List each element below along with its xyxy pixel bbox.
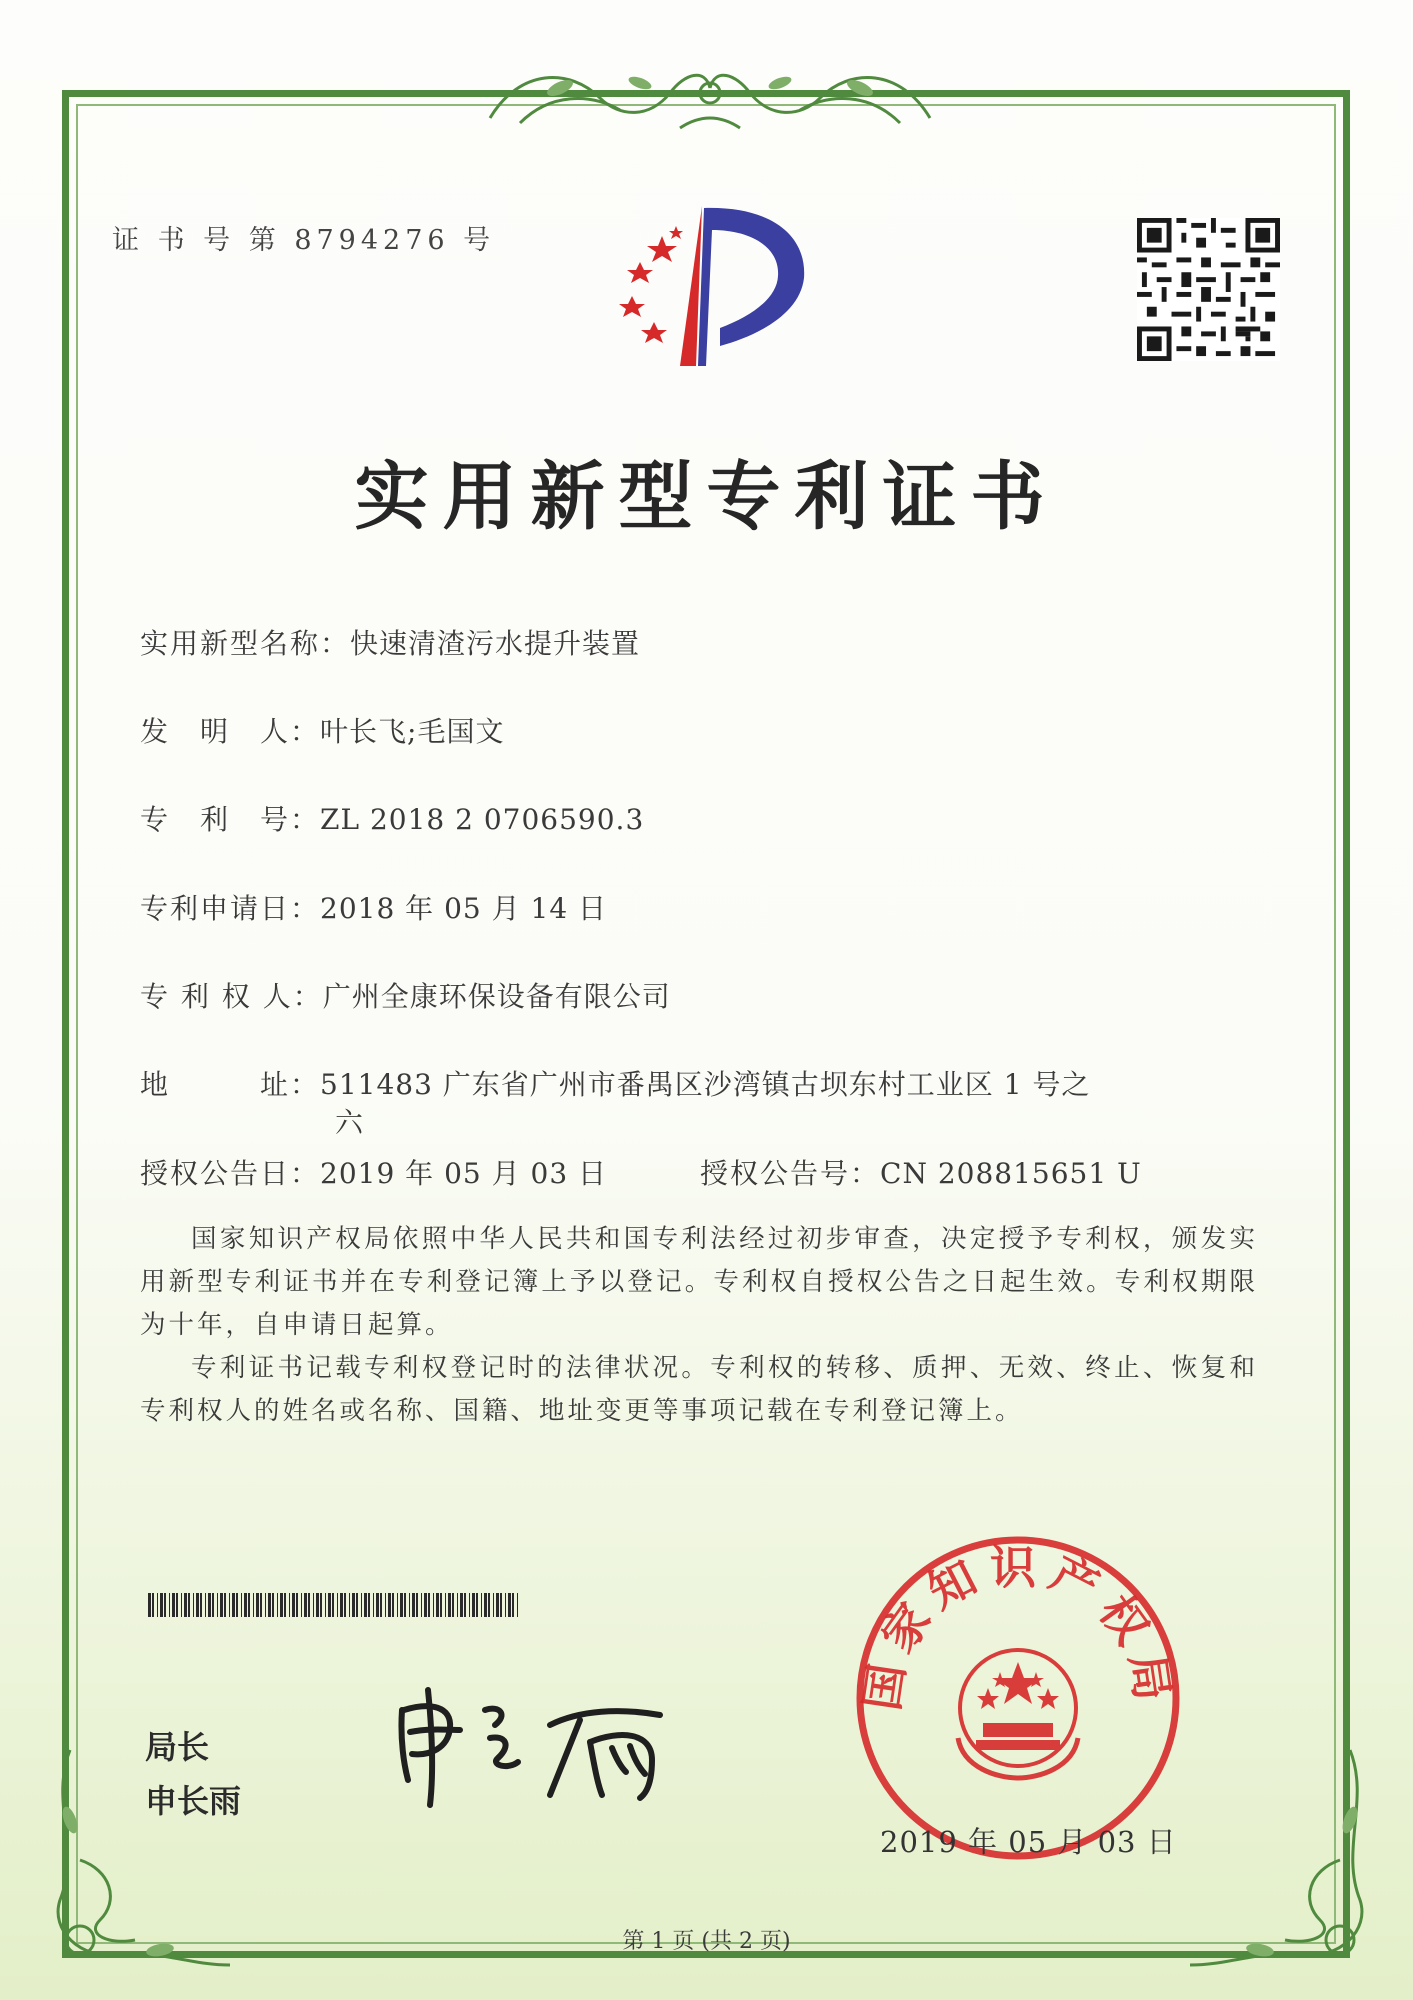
barcode-bar (277, 1593, 278, 1617)
utility-model-name-label: 实用新型名称： (140, 627, 351, 660)
barcode-bar (224, 1593, 226, 1617)
barcode-bar (320, 1593, 322, 1617)
qr-code[interactable] (1137, 218, 1280, 361)
director-name: 申长雨 (145, 1782, 242, 1820)
barcode-bar (313, 1593, 314, 1617)
barcode-bar (392, 1593, 394, 1617)
barcode-bar (152, 1593, 154, 1617)
barcode-bar (260, 1593, 262, 1617)
barcode-bar (380, 1593, 382, 1617)
barcode-bar (436, 1593, 439, 1617)
barcode-bar (196, 1593, 199, 1617)
barcode-bar (361, 1593, 362, 1617)
certificate-number: 证 书 号 第 8794276 号 (112, 225, 496, 256)
barcode-bar (272, 1593, 274, 1617)
barcode-bar (412, 1593, 415, 1617)
barcode-bar (500, 1593, 502, 1617)
barcode-bar (280, 1593, 283, 1617)
director-title: 局长 (145, 1728, 210, 1766)
address-value-line2: 六 (335, 1106, 365, 1139)
barcode-bar (157, 1593, 158, 1617)
barcode-bar (304, 1593, 307, 1617)
grant-date-value: 2019 年 05 月 03 日 (320, 1157, 608, 1190)
certificate-title: 实用新型专利证书 (354, 454, 1059, 540)
barcode-bar (445, 1593, 446, 1617)
filing-date-value: 2018 年 05 月 14 日 (320, 892, 608, 925)
barcode-bar (229, 1593, 230, 1617)
barcode-bar (416, 1593, 418, 1617)
barcode-bar (181, 1593, 182, 1617)
barcode-bar (472, 1593, 475, 1617)
barcode-bar (236, 1593, 238, 1617)
barcode-bar (388, 1593, 391, 1617)
barcode-bar (301, 1593, 302, 1617)
barcode-bar (212, 1593, 214, 1617)
barcode-bar (253, 1593, 254, 1617)
barcode-bar (488, 1593, 490, 1617)
top-ornament (480, 48, 940, 138)
barcode-bar (232, 1593, 235, 1617)
grant-date-label: 授权公告日： (140, 1157, 321, 1190)
grant-number-label: 授权公告号： (700, 1157, 881, 1190)
utility-model-name-row (140, 622, 640, 662)
inventor-value: 叶长飞;毛国文 (320, 715, 505, 748)
official-seal (848, 1528, 1188, 1868)
barcode-bar (421, 1593, 422, 1617)
barcode-bar (172, 1593, 175, 1617)
barcode-bar (328, 1593, 331, 1617)
barcode-bar (428, 1593, 430, 1617)
page-indicator: 第 1 页 (共 2 页) (622, 1929, 791, 1954)
barcode-bar (316, 1593, 319, 1617)
director-block (145, 1720, 241, 1828)
filing-date-row (140, 887, 607, 927)
barcode-bar (481, 1593, 482, 1617)
barcode-bar (256, 1593, 259, 1617)
barcode-bar (217, 1593, 218, 1617)
barcode-bar (337, 1593, 338, 1617)
barcode-bar (296, 1593, 298, 1617)
barcode-bar (164, 1593, 166, 1617)
barcode-bar (457, 1593, 458, 1617)
barcode (148, 1593, 520, 1617)
address-continuation (335, 1101, 364, 1141)
barcode-bar (385, 1593, 386, 1617)
barcode-bar (208, 1593, 211, 1617)
cnipa-logo (592, 196, 822, 371)
barcode-bar (200, 1593, 202, 1617)
barcode-bar (397, 1593, 398, 1617)
grant-number-row (700, 1152, 1142, 1192)
barcode-bar (409, 1593, 410, 1617)
barcode-bar (440, 1593, 442, 1617)
patent-number-value: ZL 2018 2 0706590.3 (320, 803, 645, 836)
barcode-bar (160, 1593, 163, 1617)
barcode-bar (368, 1593, 370, 1617)
filing-date-label: 专利申请日： (140, 892, 321, 925)
barcode-bar (356, 1593, 358, 1617)
barcode-bar (284, 1593, 286, 1617)
barcode-bar (184, 1593, 187, 1617)
barcode-bar (505, 1593, 506, 1617)
barcode-bar (248, 1593, 250, 1617)
barcode-bar (373, 1593, 374, 1617)
barcode-bar (340, 1593, 343, 1617)
barcode-bar (460, 1593, 463, 1617)
barcode-bar (452, 1593, 454, 1617)
barcode-bar (469, 1593, 470, 1617)
inventor-label: 发 明 人： (140, 715, 321, 748)
patentee-value: 广州全康环保设备有限公司 (322, 980, 671, 1013)
grant-date-row (140, 1152, 607, 1192)
barcode-bar (448, 1593, 451, 1617)
grant-statement-paragraph: 国家知识产权局依照中华人民共和国专利法经过初步审查，决定授予专利权，颁发实用新型专利证书并在专利登记簿上予以登记。专利权自授权公告之日起生效。专利权期限为十年，自申请日起算。 (140, 1224, 1258, 1340)
inventor-row (140, 710, 504, 750)
seal-date: 2019 年 05 月 03 日 (880, 1825, 1177, 1859)
barcode-bar (244, 1593, 247, 1617)
barcode-bar (376, 1593, 379, 1617)
barcode-bar (496, 1593, 499, 1617)
barcode-bar (400, 1593, 403, 1617)
patentee-row (140, 975, 671, 1015)
director-signature (390, 1670, 710, 1810)
barcode-bar (176, 1593, 178, 1617)
grant-number-value: CN 208815651 U (880, 1157, 1142, 1190)
barcode-bar (325, 1593, 326, 1617)
legal-status-paragraph: 专利证书记载专利权登记时的法律状况。专利权的转移、质押、无效、终止、恢复和专利权人的姓名或名称、国籍、地址变更等事项记载在专利登记簿上。 (140, 1353, 1258, 1426)
barcode-bar (476, 1593, 478, 1617)
patent-number-row (140, 798, 644, 838)
barcode-bar (332, 1593, 334, 1617)
barcode-bar (292, 1593, 295, 1617)
address-row (140, 1063, 1090, 1103)
barcode-bar (508, 1593, 511, 1617)
address-value-line1: 511483 广东省广州市番禺区沙湾镇古坝东村工业区 1 号之 (320, 1068, 1091, 1101)
barcode-bar (169, 1593, 170, 1617)
barcode-bar (424, 1593, 427, 1617)
patent-number-label: 专 利 号： (140, 803, 321, 836)
barcode-bar (241, 1593, 242, 1617)
barcode-bar (484, 1593, 487, 1617)
barcode-bar (205, 1593, 206, 1617)
barcode-bar (193, 1593, 194, 1617)
seal-text: 国家知识产权局 (854, 1540, 1182, 1714)
address-label: 地 址： (140, 1068, 321, 1101)
utility-model-name-value: 快速清渣污水提升装置 (350, 627, 641, 660)
barcode-bar (308, 1593, 310, 1617)
barcode-bar (512, 1593, 514, 1617)
barcode-bar (344, 1593, 346, 1617)
patentee-label: 专 利 权 人： (140, 980, 323, 1013)
barcode-bar (265, 1593, 266, 1617)
barcode-bar (364, 1593, 367, 1617)
barcode-bar (268, 1593, 271, 1617)
barcode-bar (404, 1593, 406, 1617)
barcode-bar (289, 1593, 290, 1617)
barcode-bar (349, 1593, 350, 1617)
barcode-bar (220, 1593, 223, 1617)
barcode-bar (188, 1593, 190, 1617)
barcode-bar (433, 1593, 434, 1617)
barcode-bar (148, 1593, 151, 1617)
barcode-bar (464, 1593, 466, 1617)
barcode-bar (352, 1593, 355, 1617)
barcode-bar (493, 1593, 494, 1617)
barcode-bar (517, 1593, 518, 1617)
